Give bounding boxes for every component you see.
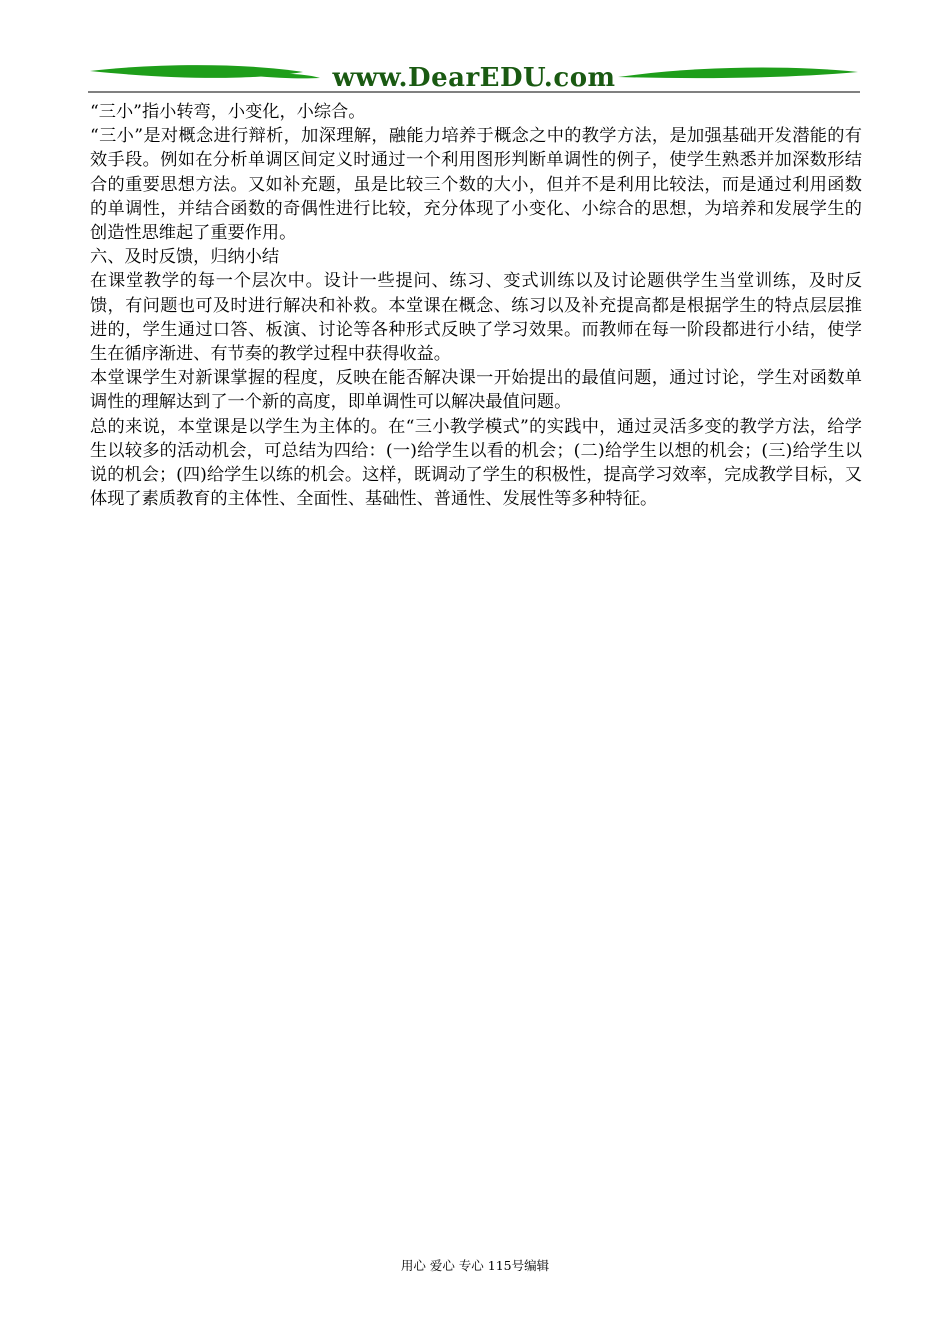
page-footer: 用心 爱心 专心 115号编辑 (400, 1258, 550, 1273)
article-body (90, 100, 862, 511)
site-logo-text: www.DearEDU.com (332, 63, 616, 93)
page-header (88, 58, 860, 94)
header-logo-banner (88, 58, 860, 94)
paragraph: 本堂课学生对新课掌握的程度，反映在能否解决课一开始提出的最值问题，通过讨论，学生对函数单调性的理解达到了一个新的高度，即单调性可以解决最值问题。 (90, 368, 862, 413)
paragraph: 在课堂教学的每一个层次中。设计一些提问、练习、变式训练以及讨论题供学生当堂训练，及时反馈，有问题也可及时进行解决和补救。本堂课在概念、练习以及补充提高都是根据学生的特点层层推进的，学生通过口答、板演、讨论等各种形式反映了学习效果。而教师在每一阶段都进行小结，使学生在循序渐进、有节奏的教学过程中获得收益。 (90, 271, 862, 365)
paragraph: “三小”指小转弯，小变化，小综合。 (90, 102, 366, 122)
paragraph: “三小”是对概念进行辩析，加深理解，融能力培养于概念之中的教学方法，是加强基础开发潜能的有效手段。例如在分析单调区间定义时通过一个利用图形判断单调性的例子，使学生熟悉并加深数形结合的重要思想方法。又如补充题，虽是比较三个数的大小，但并不是利用比较法，而是通过利用函数的单调性，并结合函数的奇偶性进行比较，充分体现了小变化、小综合的思想，为培养和发展学生的创造性思维起了重要作用。 (90, 126, 862, 244)
paragraph: 总的来说，本堂课是以学生为主体的。在“三小教学模式”的实践中，通过灵活多变的教学方法，给学生以较多的活动机会，可总结为四给：(一)给学生以看的机会；(二)给学生以想的机会；(三)给学生以说的机会；(四)给学生以练的机会。这样，既调动了学生的积极性，提高学习效率，完成教学目标，又体现了素质教育的主体性、全面性、基础性、普通性、发展性等多种特征。 (90, 416, 862, 510)
right-swoosh (618, 68, 858, 79)
section-heading: 六、及时反馈，归纳小结 (90, 247, 280, 268)
